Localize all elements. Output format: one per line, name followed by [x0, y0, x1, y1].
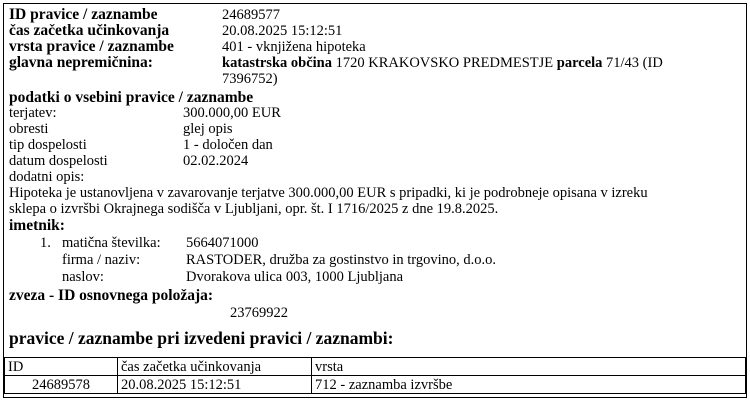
row-cas: 20.08.2025 15:12:51	[118, 376, 312, 394]
firma-value: RASTODER, družba za gostinstvo in trgovino, d.o.o.	[186, 252, 496, 268]
tip-dospelosti-value: 1 - določen dan	[183, 137, 273, 153]
obresti-label: obresti	[9, 121, 49, 137]
imetnik-title: imetnik:	[9, 217, 65, 234]
maticna-value: 5664071000	[186, 235, 259, 251]
nepremicnina-id: 7396752)	[222, 71, 278, 87]
izvedene-table	[4, 357, 746, 394]
parcela-label: parcela	[556, 55, 603, 71]
tip-dospelosti-label: tip dospelosti	[9, 137, 87, 153]
row-vrsta: 712 - zaznamba izvršbe	[312, 376, 746, 394]
ko-value: 1720 KRAKOVSKO PREDMESTJE	[335, 55, 554, 71]
obresti-value: glej opis	[183, 121, 233, 137]
cas-label: čas začetka učinkovanja	[9, 22, 170, 39]
table-header-row	[5, 358, 746, 376]
column-header-id: ID	[5, 358, 118, 376]
izvedene-title: pravice / zaznambe pri izvedeni pravici / zaznambi:	[9, 328, 394, 348]
nepremicnina-label: glavna nepremičnina:	[9, 54, 153, 71]
zveza-value: 23769922	[230, 305, 288, 321]
id-label: ID pravice / zaznambe	[9, 6, 158, 23]
column-header-vrsta: vrsta	[312, 358, 746, 376]
vrsta-value: 401 - vknjižena hipoteka	[222, 39, 366, 55]
vrsta-label: vrsta pravice / zaznambe	[9, 38, 174, 55]
terjatev-label: terjatev:	[9, 105, 57, 121]
imetnik-number: 1.	[40, 235, 51, 251]
vsebina-title: podatki o vsebini pravice / zaznambe	[9, 89, 254, 106]
cas-value: 20.08.2025 15:12:51	[222, 23, 343, 39]
id-value: 24689577	[222, 7, 280, 23]
dodatni-opis-label: dodatni opis:	[9, 169, 85, 185]
firma-label: firma / naziv:	[62, 252, 141, 268]
datum-dospelosti-value: 02.02.2024	[183, 153, 249, 169]
ko-label: katastrska občina	[222, 55, 332, 71]
maticna-label: matična številka:	[62, 235, 161, 251]
table-row	[5, 376, 746, 394]
nepremicnina-value	[222, 56, 663, 71]
column-header-cas: čas začetka učinkovanja	[118, 358, 312, 376]
naslov-value: Dvorakova ulica 003, 1000 Ljubljana	[186, 269, 404, 285]
zveza-title: zveza - ID osnovnega položaja:	[9, 287, 214, 304]
datum-dospelosti-label: datum dospelosti	[9, 153, 108, 169]
row-id: 24689578	[5, 376, 118, 394]
dodatni-opis-line-2: sklepa o izvršbi Okrajnega sodišča v Ljubljani, opr. št. I 1716/2025 z dne 19.8.2025.	[9, 201, 499, 217]
parcela-value: 71/43 (ID	[606, 55, 663, 71]
dodatni-opis-line-1: Hipoteka je ustanovljena v zavarovanje terjatve 300.000,00 EUR s pripadki, ki je podrobneje opisana v izreku	[9, 185, 648, 201]
terjatev-value: 300.000,00 EUR	[183, 105, 281, 121]
naslov-label: naslov:	[62, 269, 104, 285]
